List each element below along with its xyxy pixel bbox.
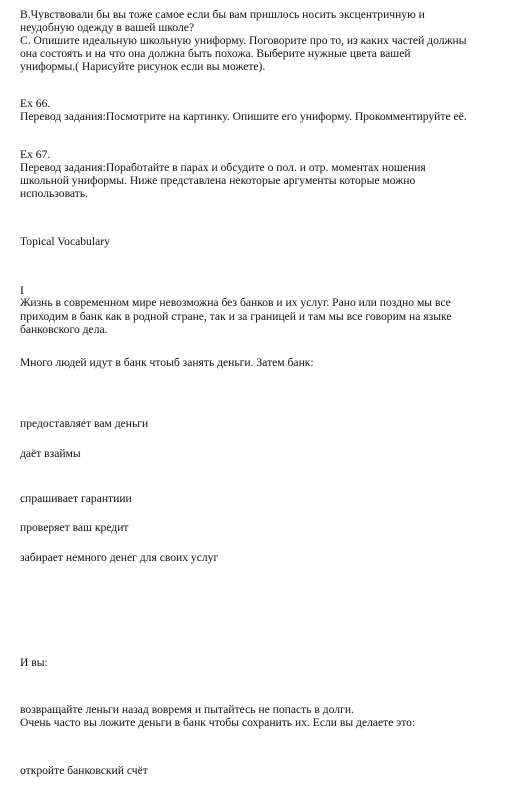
and-you-label: И вы: (20, 656, 48, 669)
paragraph-c-line-1: С. Опишите идеальную школьную униформу. Поговорите про то, из каких частей должны (20, 34, 467, 47)
paragraph-b-line-2: неудобную одежду в вашей школе? (20, 21, 195, 34)
section-one-numeral: I (20, 284, 24, 297)
ex66-text: Перевод задания:Посмотрите на картинку. Опишите его униформу. Прокомментируйте её. (20, 110, 467, 123)
paragraph-b-line-1: В.Чувствовали бы вы тоже самое если бы вам пришлось носить эксцентричную и (20, 8, 425, 21)
topical-vocabulary-heading: Topical Vocabulary (20, 235, 110, 248)
ex67-line-3: использовать. (20, 187, 88, 200)
section-one-line-2: приходим в банк как в родной стране, так и за границей и там мы все говорим на языке (20, 310, 452, 323)
bank-action-item: проверяет ваш кредит (20, 521, 129, 534)
bank-action-item: спрашивает гарантиии (20, 492, 132, 505)
paragraph-c-line-3: униформы.( Нарисуйте рисунок если вы можете). (20, 60, 266, 73)
ex67-line-1: Перевод задания:Поработайте в парах и обсудите о пол. и отр. моментах ношения (20, 161, 426, 174)
section-one-line-3: банковского дела. (20, 323, 108, 336)
bank-action-item: даёт взаймы (20, 447, 81, 460)
return-money-line-1: возвращайте леньги назад вовремя и пытайтесь не попасть в долги. (20, 703, 354, 716)
paragraph-c-line-2: она состоять и на что она должна быть похожа. Выберите нужные цвета вашей (20, 47, 411, 60)
open-account-item: откройте банковский счёт (20, 764, 148, 777)
ex67-line-2: школьной униформы. Ниже представлена некоторые аргументы которые можно (20, 174, 416, 187)
ex66-heading: Ex 66. (20, 97, 51, 110)
section-one-line-1: Жизнь в современном мире невозможна без банков и их услуг. Рано или поздно мы все (20, 296, 451, 309)
bank-intro: Много людей идут в банк чтоыб занять деньги. Затем банк: (20, 356, 314, 369)
ex67-heading: Ex 67. (20, 148, 51, 161)
bank-action-item: предоставляет вам деньги (20, 417, 149, 430)
bank-action-item: забирает немного денег для своих услуг (20, 551, 219, 564)
return-money-line-2: Очень часто вы ложите деньги в банк чтобы сохранить их. Если вы делаете это: (20, 716, 416, 729)
